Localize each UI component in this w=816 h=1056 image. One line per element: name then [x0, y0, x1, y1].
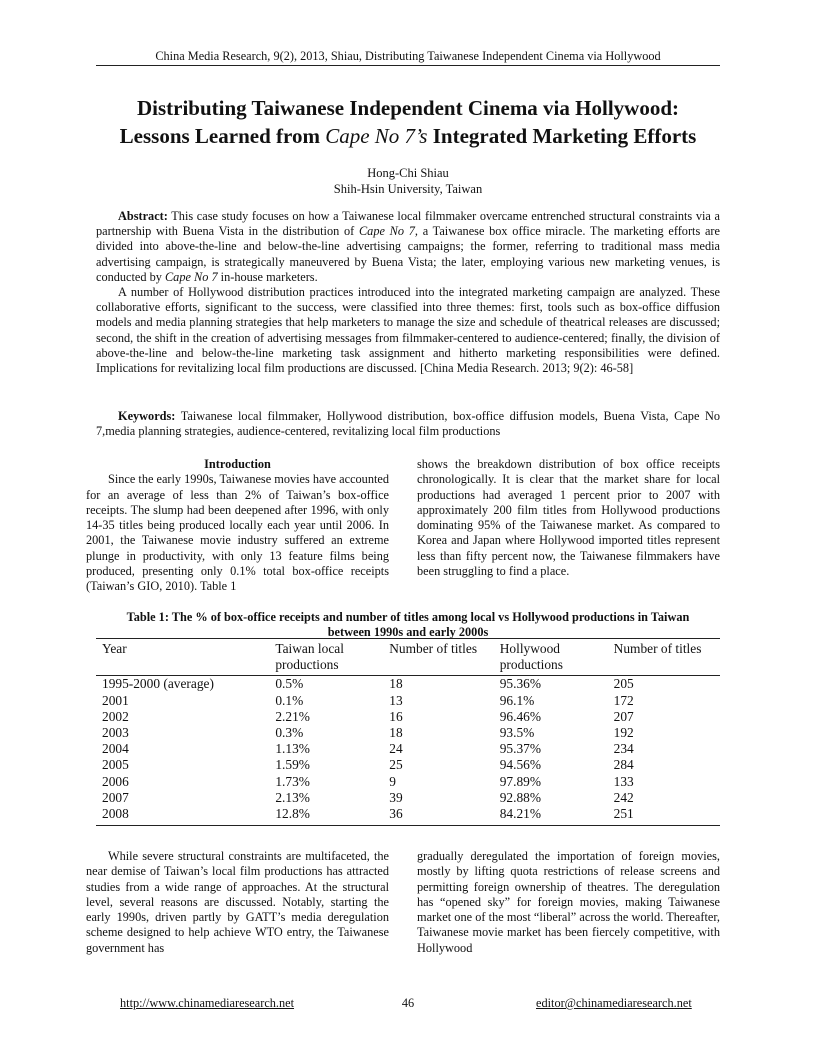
abstract-film-title-2: Cape No 7 [164, 269, 218, 284]
abstract-paragraph-1 [96, 209, 720, 285]
header-taiwan-local: Taiwan local productions [269, 639, 383, 676]
cell-local-share: 0.5% [275, 676, 304, 692]
table-row [96, 725, 720, 741]
title-line-2-post: Integrated Marketing Efforts [427, 124, 697, 148]
intro-left-column [86, 457, 389, 595]
intro-paragraph-left: Since the early 1990s, Taiwanese movies have accounted for an average of less than 2% of Taiwan’s box-office receipts. The slump had been deepened after 1996, with only 14-35 titles being produced locally each year until 2006. In 2001, the Taiwanese movie industry suffered an extreme plunge in productivity, with only 13 feature films being produced, presenting only 0.1% total box-office receipts (Taiwan’s GIO, 2010). Table 1 [86, 472, 389, 594]
table-row [96, 709, 720, 725]
abstract-text-b: a Taiwanese box office miracle. The marketing efforts are divided into above-the-line and below-the-line advertising campaigns; the former, referring to traditional mass media advertising campaign, is strategically maneuvered by Buena Vista; the later, employing various new marketing venues, is conducted by [96, 224, 720, 284]
keywords-text: Taiwanese local filmmaker, Hollywood distribution, box-office diffusion models, Buena Vista, Cape No 7,media planning strategies, audience-centered, revitalizing local film productions [96, 409, 720, 439]
author-name: Hong-Chi Shiau [367, 166, 449, 180]
cell-hollywood-titles: 133 [613, 773, 634, 789]
cell-year: 2007 [102, 789, 129, 805]
table-row [96, 693, 720, 709]
cell-year: 2008 [96, 806, 269, 826]
table-row [96, 774, 720, 790]
running-head-rule [96, 65, 720, 66]
cell-local-share: 0.1% [275, 692, 304, 708]
abstract-paragraph-2: A number of Hollywood distribution practices introduced into the integrated marketing campaign are analyzed. These collaborative efforts, significant to the success, were classified into three themes: first, tools such as box-office diffusion models and media planning strategies that help marketers to manage the size and schedule of theatrical releases are discussed; second, the shift in the creation of advertising messages from filmmaker-centered to audience-centered; finally, the division of above-the-line and below-the-line marketing task assignment and hitherto marketing responsibilities were defined. Implications for revitalizing local film productions are discussed. [China Media Research. 2013; 9(2): 46-58] [96, 285, 720, 376]
cell-year: 2004 [102, 741, 129, 757]
cell-local-share: 2.13% [275, 789, 310, 805]
cell-year: 2003 [102, 725, 129, 741]
cell-local-titles: 39 [389, 789, 403, 805]
cell-year: 2006 [102, 773, 129, 789]
author-block [0, 165, 816, 197]
cell-year: 1995-2000 (average) [102, 676, 214, 692]
cell-hollywood-titles: 207 [613, 708, 634, 724]
cell-hollywood-share: 93.5% [499, 725, 535, 741]
cell-hollywood-share: 94.56% [499, 757, 542, 773]
cell-hollywood-share: 95.37% [499, 741, 542, 757]
intro-right-column [417, 457, 720, 579]
cell-hollywood-titles: 284 [613, 757, 634, 773]
cell-hollywood-share: 95.36% [499, 676, 542, 692]
keywords-label: Keywords: [118, 409, 176, 423]
cell-local-share: 1.13% [275, 741, 310, 757]
table-header-row [96, 639, 720, 676]
page-number: 46 [401, 996, 415, 1010]
intro-paragraph-right: shows the breakdown distribution of box office receipts chronologically. It is clear that the market share for local productions had averaged 1 percent prior to 2007 with approximately 200 film titles from Hollywood productions dominating 95% of the Taiwanese market. As compared to Korea and Japan where Hollywood imported titles represent less than fifty percent now, the Taiwanese filmmakers have been struggling to find a place. [417, 457, 720, 579]
cell-hollywood-share: 96.46% [499, 708, 542, 724]
box-office-table [96, 638, 720, 826]
footer-website-link[interactable]: http://www.chinamediaresearch.net [120, 996, 295, 1010]
header-hollywood-titles: Number of titles [608, 639, 720, 676]
cell-hollywood-titles: 242 [613, 789, 634, 805]
cell-local-share: 2.21% [275, 708, 310, 724]
header-local-titles: Number of titles [383, 639, 493, 676]
title-line-2 [0, 122, 816, 150]
body-left-column [86, 849, 389, 956]
abstract [96, 209, 720, 376]
cell-hollywood-share: 92.88% [499, 789, 542, 805]
cell-hollywood-titles: 251 [608, 806, 720, 826]
cell-year: 2001 [102, 692, 129, 708]
abstract-text-c: in-house marketers. [217, 269, 318, 284]
cell-local-titles: 18 [389, 676, 403, 692]
paper-title [0, 94, 816, 150]
footer-email-link[interactable]: editor@chinamediaresearch.net [536, 996, 692, 1010]
table-row [96, 741, 720, 757]
table-caption-line-1: Table 1: The % of box-office receipts and number of titles among local vs Hollywood productions in Taiwan [126, 610, 690, 624]
cell-local-titles: 18 [389, 725, 403, 741]
body-paragraph-left: While severe structural constraints are multifaceted, the near demise of Taiwan’s local film productions has attracted studies from a wide range of approaches. At the structural level, several reasons are discussed. Notably, starting the early 1990s, driven partly by GATT’s media deregulation scheme designed to help achieve WTO entry, the Taiwanese government has [86, 849, 389, 955]
abstract-label: Abstract: [118, 209, 168, 223]
table-row [96, 806, 720, 826]
cell-local-share: 1.59% [275, 757, 310, 773]
cell-local-titles: 25 [389, 757, 403, 773]
cell-local-share: 12.8% [269, 806, 383, 826]
cell-hollywood-titles: 192 [613, 725, 634, 741]
table-row [96, 757, 720, 773]
cell-hollywood-share: 97.89% [499, 773, 542, 789]
abstract-text-a: This case study focuses on how a Taiwanese local filmmaker overcame entrenched structural constraints via a partnership with Buena Vista in the distribution of [96, 209, 720, 239]
table-caption [96, 610, 720, 639]
author-affiliation: Shih-Hsin University, Taiwan [333, 182, 483, 196]
abstract-film-title-1: Cape No 7, [358, 224, 418, 239]
table-caption-line-2: between 1990s and early 2000s [327, 624, 489, 639]
cell-hollywood-titles: 205 [613, 676, 634, 692]
cell-local-titles: 24 [389, 741, 403, 757]
cell-hollywood-titles: 172 [613, 692, 634, 708]
cell-hollywood-share: 96.1% [499, 692, 535, 708]
cell-local-share: 0.3% [275, 725, 304, 741]
title-line-1: Distributing Taiwanese Independent Cinema via Hollywood: [136, 96, 679, 120]
cell-hollywood-share: 84.21% [494, 806, 608, 826]
title-line-2-italic: Cape No 7’s [325, 124, 428, 148]
body-paragraph-right: gradually deregulated the importation of foreign movies, mostly by lifting quota restrictions of release screens and permitting foreign ownership of theatres. The deregulation has “opened sky” for foreign movies, making Taiwanese market one of the most “liberal” across the world. Thereafter, Taiwanese movie market has been fiercely competitive, with Hollywood [417, 849, 720, 955]
cell-local-titles: 36 [383, 806, 493, 826]
cell-local-share: 1.73% [275, 773, 310, 789]
running-head: China Media Research, 9(2), 2013, Shiau, Distributing Taiwanese Independent Cinema via Hollywood [155, 49, 661, 63]
keywords [96, 409, 720, 439]
cell-local-titles: 16 [389, 708, 403, 724]
cell-year: 2005 [102, 757, 129, 773]
cell-hollywood-titles: 234 [613, 741, 634, 757]
cell-local-titles: 13 [389, 692, 403, 708]
title-line-2-pre: Lessons Learned from [119, 124, 326, 148]
table-row [96, 676, 720, 693]
cell-year: 2002 [102, 708, 129, 724]
cell-local-titles: 9 [389, 773, 396, 789]
section-heading-introduction: Introduction [204, 457, 271, 471]
body-right-column [417, 849, 720, 956]
table-row [96, 790, 720, 806]
header-year: Year [96, 639, 269, 676]
header-hollywood: Hollywood productions [494, 639, 608, 676]
